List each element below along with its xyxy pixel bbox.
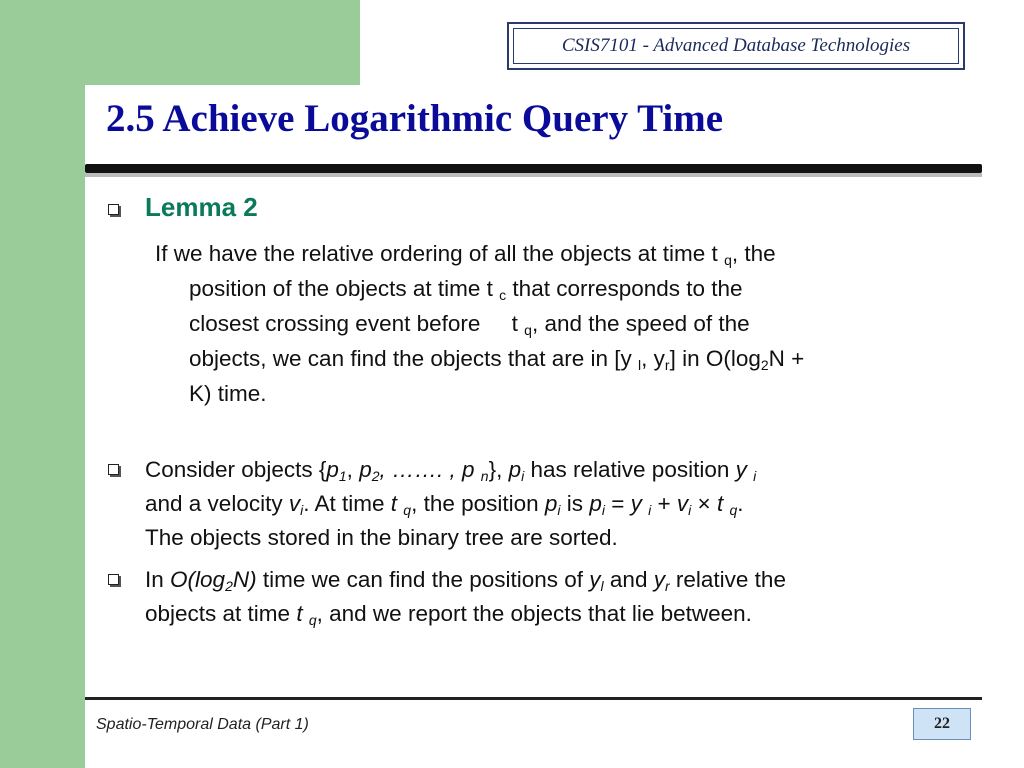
log-line-1: In $O(\log_2N)$ time we can find the positions of $y_l$ and $y_r$ relative the [145,567,786,594]
footer-caption: Spatio-Temporal Data (Part 1) [96,716,309,733]
lemma-line-1: If we have the relative ordering of all the objects at time t $_q$, the [155,241,776,268]
bullet-square-icon [108,204,119,215]
lemma-line-3: closest crossing event before t $_q$, and the speed of the [189,311,750,338]
log-line-2: objects at time t $_q$, and we report the objects that lie between. [145,601,752,628]
course-title: CSIS7101 - Advanced Database Technologies [561,35,911,56]
green-header-band [0,0,360,85]
course-title-box-inner [513,28,959,64]
consider-line-2: and a velocity $v_i$. At time t $_q$, the position $p_i$ is $p_i = y$ $_i + v_i \times t$ $_q$. [145,491,744,518]
consider-line-1: Consider objects {$p_1$, $p_2$, ……. , p $_n$}, $p_i$ has relative position y $_i$ [145,457,757,484]
course-title-box [507,22,965,70]
log-query-text [145,563,975,631]
bullet-square-icon [108,574,119,585]
lemma-line-4: objects, we can find the objects that are in [y $_l$, $y_r$] in $O(\log_2N$ + [189,346,805,373]
lemma-line-5: K) time. [189,381,267,406]
lemma-line-2: position of the objects at time t $_c$ that corresponds to the [189,276,743,303]
title-rule [85,164,982,173]
lemma-heading: Lemma 2 [145,192,258,222]
bullet-square-icon [108,464,119,475]
title-rule-shadow [85,173,982,177]
slide-title: 2.5 Achieve Logarithmic Query Time [106,97,724,140]
footer-rule [85,697,982,700]
green-side-strip [0,85,85,768]
consider-objects-text [145,453,975,555]
page-number: 22 [913,708,971,740]
lemma-text [155,236,975,411]
consider-line-3: The objects stored in the binary tree are sorted. [145,525,618,550]
